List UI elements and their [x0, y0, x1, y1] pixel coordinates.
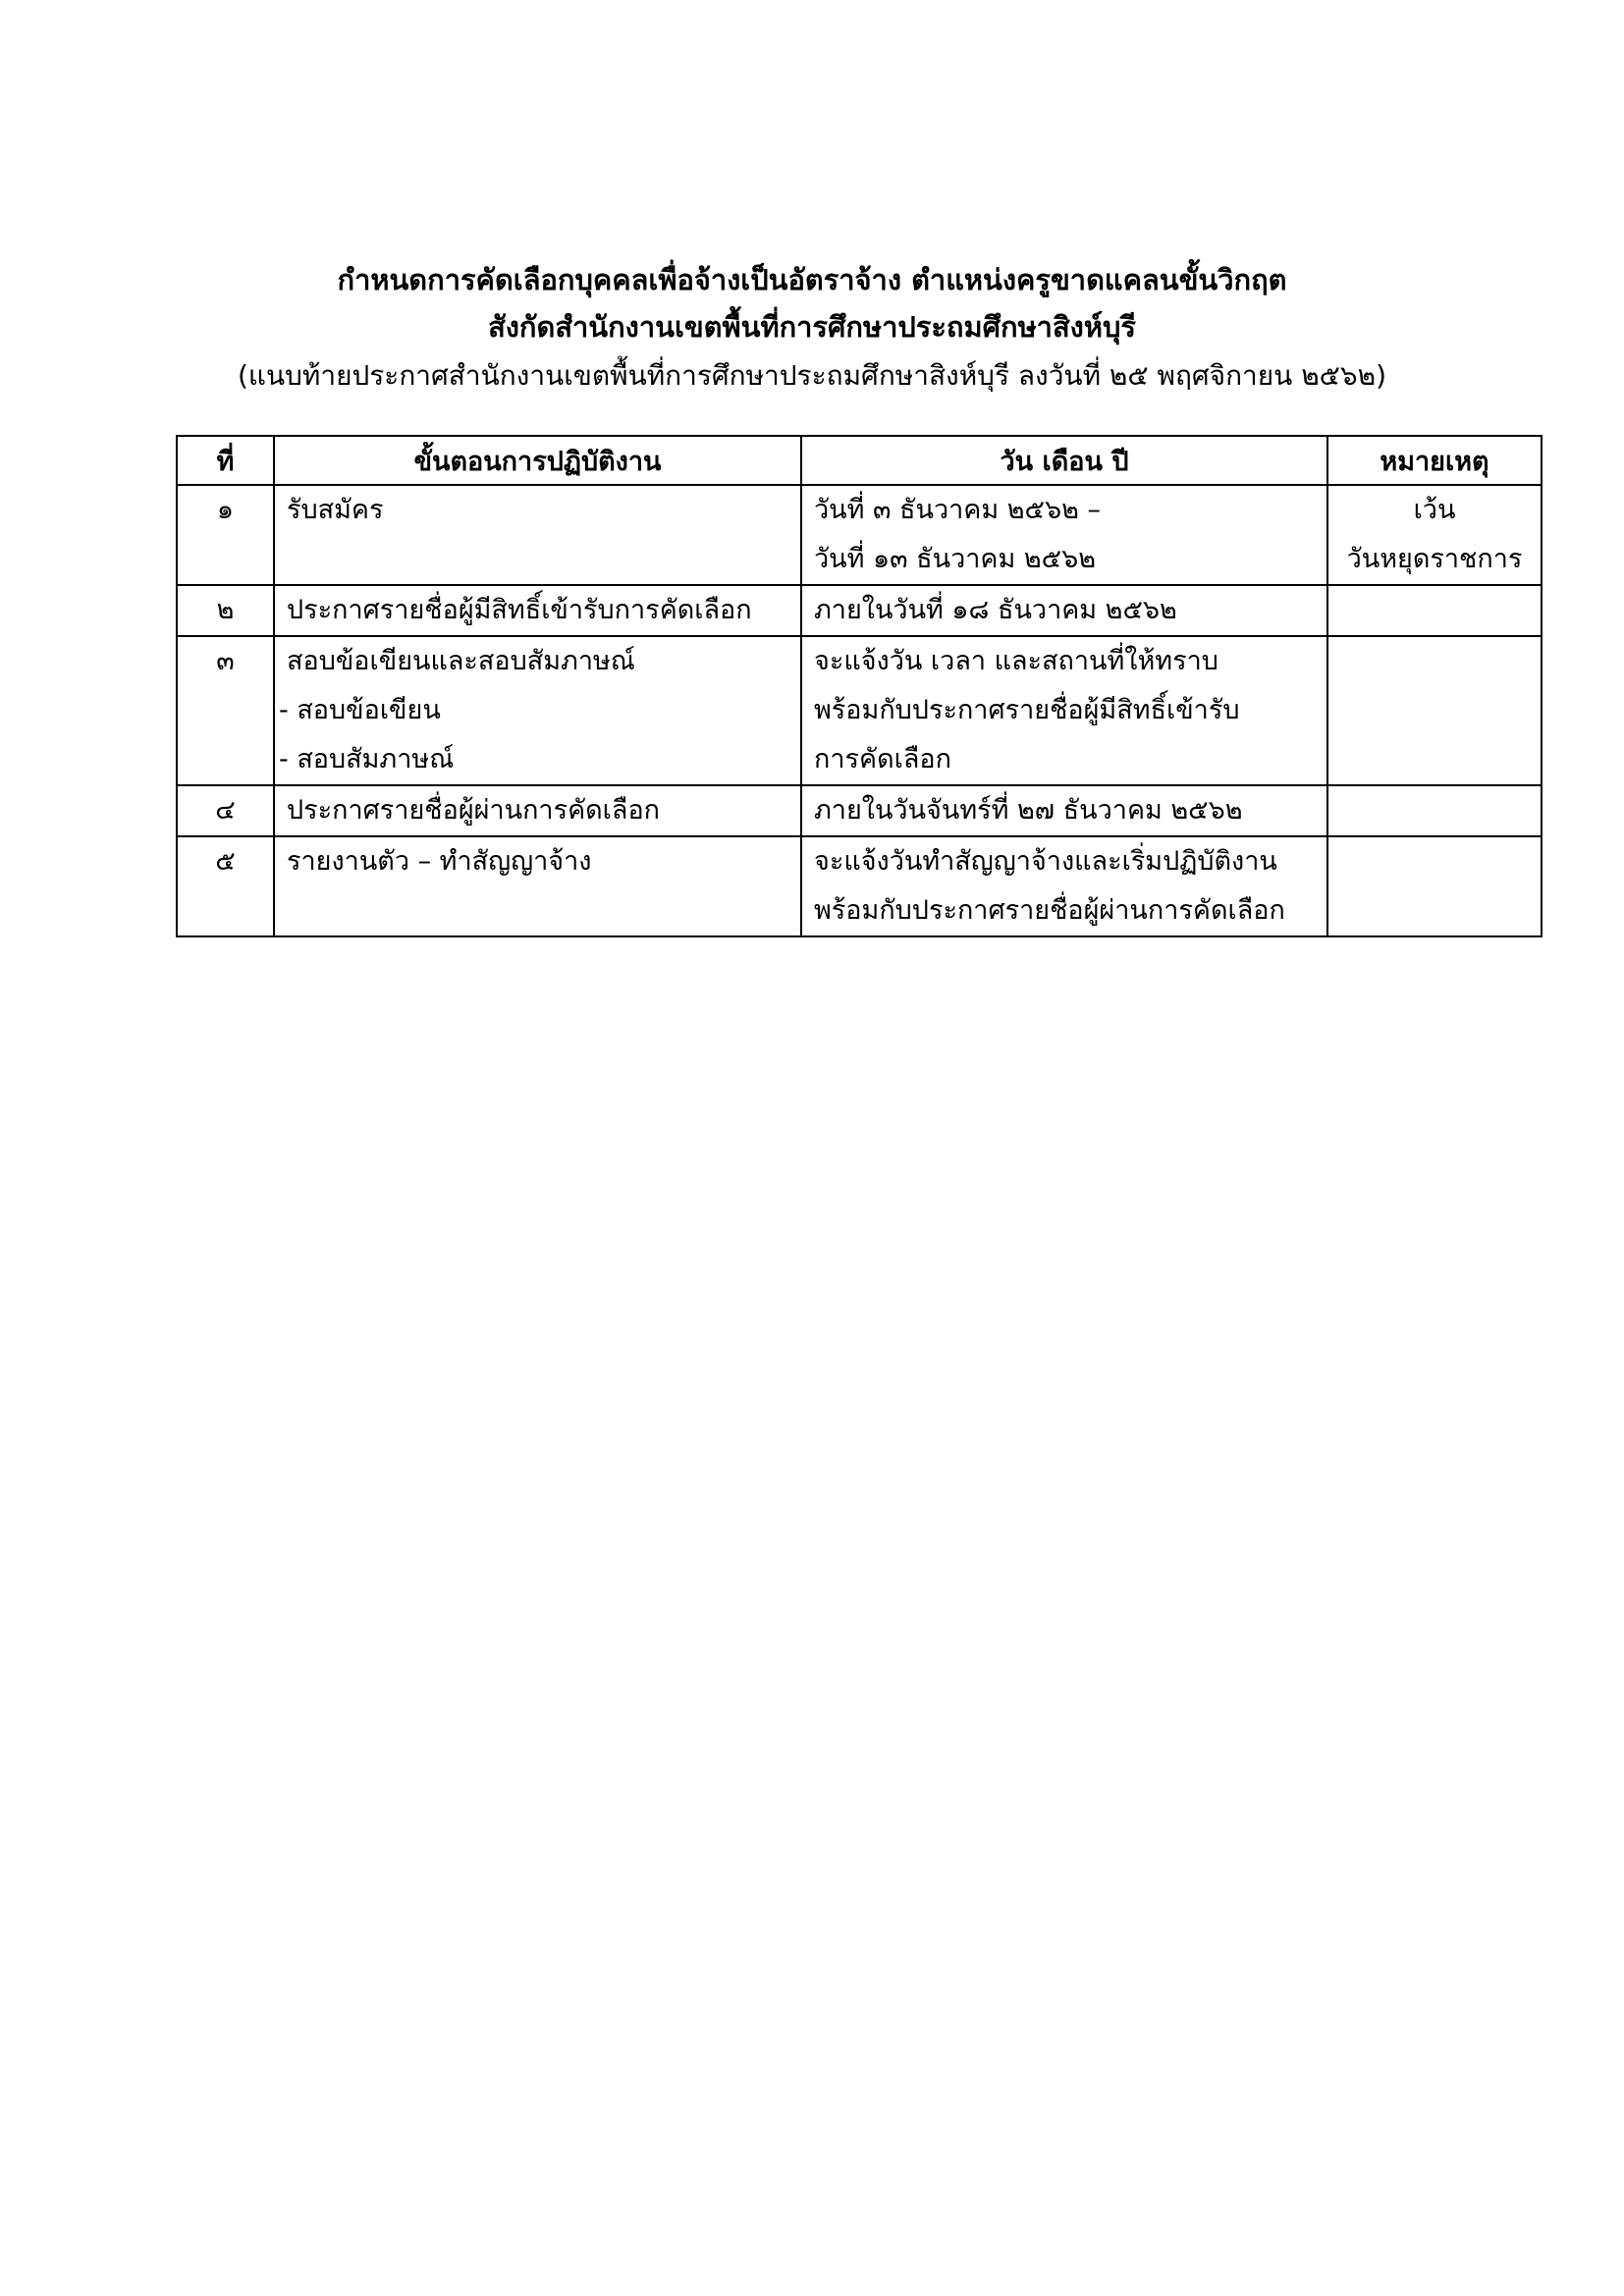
cell-note-line — [1332, 886, 1537, 935]
cell-date — [801, 585, 1327, 636]
cell-date — [801, 785, 1327, 836]
column-header-date: วัน เดือน ปี — [801, 436, 1327, 485]
cell-date-line: พร้อมกับประกาศรายชื่อผู้ผ่านการคัดเลือก — [814, 895, 1285, 926]
cell-step-line — [287, 886, 788, 935]
cell-date-line: วันที่ ๑๓ ธันวาคม ๒๕๖๒ — [814, 544, 1097, 574]
cell-no-line: ๔ — [215, 795, 236, 826]
cell-note-line: เว้น — [1413, 495, 1456, 525]
cell-note — [1327, 636, 1542, 785]
cell-step — [274, 636, 801, 785]
cell-date-line: การคัดเลือก — [814, 744, 951, 774]
schedule-table — [176, 435, 1543, 937]
cell-no — [177, 836, 274, 936]
column-header-no: ที่ — [177, 436, 274, 485]
cell-date-line: จะแจ้งวัน เวลา และสถานที่ให้ทราบ — [814, 646, 1218, 676]
cell-step-line: ประกาศรายชื่อผู้มีสิทธิ์เข้ารับการคัดเลือก — [287, 595, 752, 625]
table-body — [177, 485, 1542, 936]
cell-date — [801, 485, 1327, 585]
cell-no-line: ๓ — [216, 646, 235, 676]
document-title-line-1: กำหนดการคัดเลือกบุคคลเพื่อจ้างเป็นอัตราจ้าง ตำแหน่งครูขาดแคลนขั้นวิกฤต — [337, 263, 1287, 296]
cell-step-line: ประกาศรายชื่อผู้ผ่านการคัดเลือก — [287, 795, 661, 826]
cell-note-line — [1332, 837, 1537, 886]
cell-step — [274, 585, 801, 636]
cell-note-line — [1332, 637, 1537, 686]
cell-note-line — [1332, 735, 1537, 784]
cell-date — [801, 836, 1327, 936]
table-row — [177, 836, 1542, 936]
cell-step — [274, 485, 801, 585]
cell-note-line — [1332, 586, 1537, 635]
cell-note — [1327, 785, 1542, 836]
cell-no-line — [189, 535, 261, 584]
table-row — [177, 585, 1542, 636]
cell-date-line: ภายในวันจันทร์ที่ ๒๗ ธันวาคม ๒๕๖๒ — [814, 795, 1243, 826]
document-subtitle: (แนบท้ายประกาศสำนักงานเขตพื้นที่การศึกษาประถมศึกษาสิงห์บุรี ลงวันที่ ๒๕ พฤศจิกายน ๒๕๖๒) — [238, 359, 1386, 392]
table-row — [177, 636, 1542, 785]
table-row — [177, 485, 1542, 585]
cell-no-line — [189, 686, 261, 735]
cell-step-line: รายงานตัว – ทำสัญญาจ้าง — [287, 846, 592, 877]
column-header-note: หมายเหตุ — [1327, 436, 1542, 485]
cell-no-line: ๕ — [215, 846, 236, 877]
cell-step-line: สอบข้อเขียนและสอบสัมภาษณ์ — [287, 646, 635, 676]
cell-step-line — [287, 535, 788, 584]
cell-date-line: วันที่ ๓ ธันวาคม ๒๕๖๒ – — [814, 495, 1101, 525]
cell-no-line: ๑ — [216, 495, 235, 525]
cell-step-line: - สอบข้อเขียน — [279, 695, 441, 725]
cell-no — [177, 785, 274, 836]
cell-no-line — [189, 735, 261, 784]
cell-note-line: วันหยุดราชการ — [1346, 544, 1523, 574]
cell-no — [177, 485, 274, 585]
table-header-row — [177, 436, 1542, 485]
cell-step — [274, 785, 801, 836]
cell-no — [177, 636, 274, 785]
cell-date-line: ภายในวันที่ ๑๘ ธันวาคม ๒๕๖๒ — [814, 595, 1177, 625]
table-row — [177, 785, 1542, 836]
cell-note-line — [1332, 786, 1537, 835]
cell-no — [177, 585, 274, 636]
cell-date — [801, 636, 1327, 785]
cell-no-line: ๒ — [216, 595, 235, 625]
cell-no-line — [189, 886, 261, 935]
cell-note-line — [1332, 686, 1537, 735]
cell-note — [1327, 585, 1542, 636]
column-header-step: ขั้นตอนการปฏิบัติงาน — [274, 436, 801, 485]
cell-note — [1327, 485, 1542, 585]
cell-date-line: พร้อมกับประกาศรายชื่อผู้มีสิทธิ์เข้ารับ — [814, 695, 1240, 725]
cell-step-line: รับสมัคร — [287, 495, 384, 525]
document-title-line-2: สังกัดสำนักงานเขตพื้นที่การศึกษาประถมศึกษาสิงห์บุรี — [488, 310, 1136, 344]
cell-date-line: จะแจ้งวันทำสัญญาจ้างและเริ่มปฏิบัติงาน — [814, 846, 1277, 877]
cell-step — [274, 836, 801, 936]
cell-step-line: - สอบสัมภาษณ์ — [279, 744, 455, 774]
cell-note — [1327, 836, 1542, 936]
